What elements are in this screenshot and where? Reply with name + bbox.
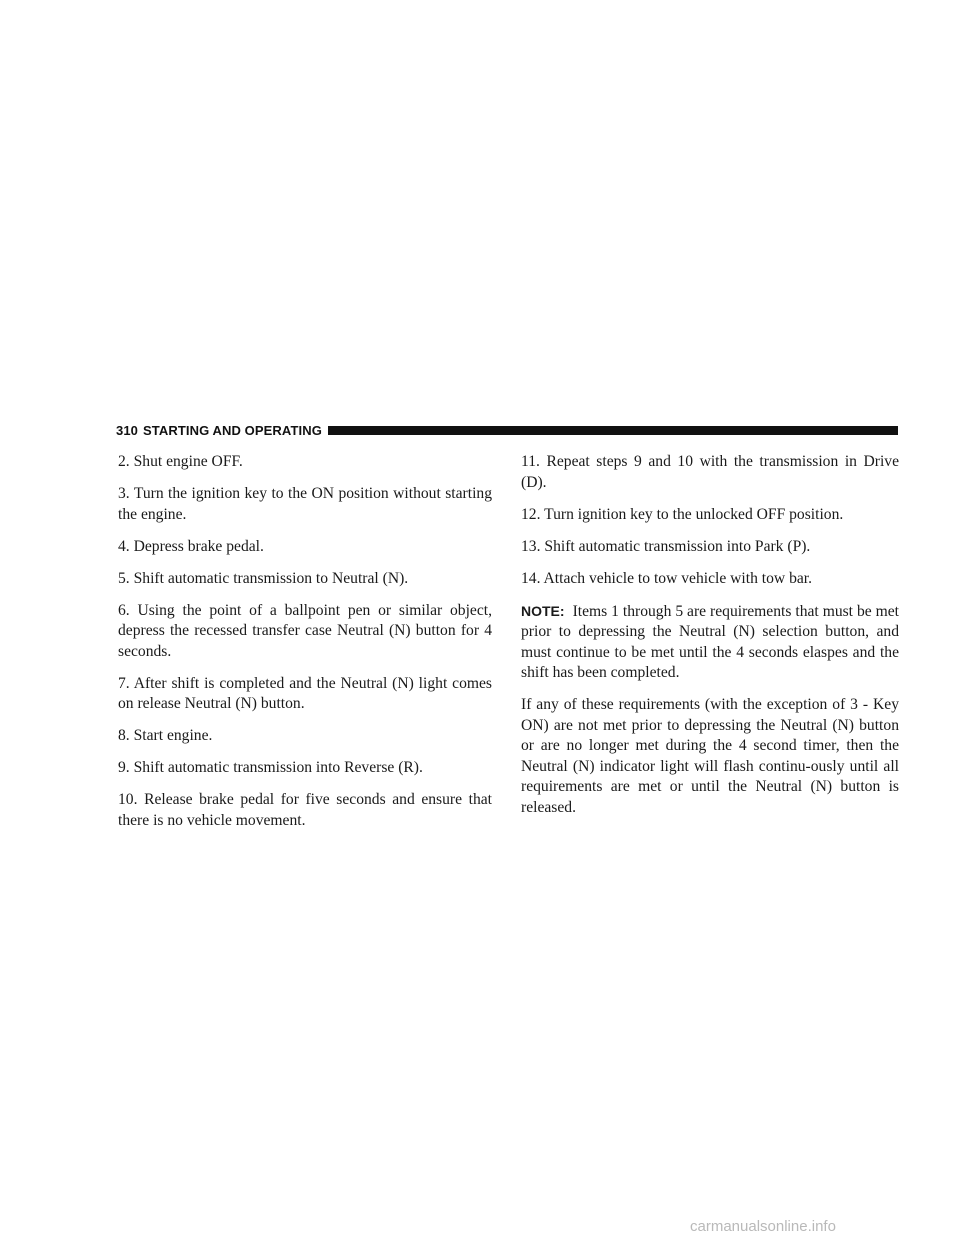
step-8: 8. Start engine. bbox=[118, 727, 213, 744]
step-3: 3. Turn the ignition key to the ON position without starting the engine. bbox=[118, 485, 492, 523]
header-text bbox=[116, 423, 322, 438]
step-10: 10. Release brake pedal for five seconds and ensure that there is no vehicle movement. bbox=[118, 791, 492, 829]
step-7: 7. After shift is completed and the Neutral (N) light comes on release Neutral (N) button. bbox=[118, 674, 492, 712]
right-column bbox=[521, 452, 899, 830]
header-rule bbox=[328, 426, 898, 435]
step-4: 4. Depress brake pedal. bbox=[118, 537, 264, 555]
page-number: 310 bbox=[116, 422, 138, 438]
step-12: 12. Turn ignition key to the unlocked OFF position. bbox=[521, 505, 844, 523]
step-11: 11. Repeat steps 9 and 10 with the transmission in Drive (D). bbox=[521, 453, 899, 491]
left-column bbox=[118, 452, 492, 843]
section-title: STARTING AND OPERATING bbox=[143, 422, 322, 438]
page-header bbox=[116, 422, 898, 438]
watermark: carmanualsonline.info bbox=[690, 1218, 836, 1235]
step-5: 5. Shift automatic transmission to Neutral (N). bbox=[118, 569, 409, 587]
closing-paragraph: If any of these requirements (with the exception of 3 - Key ON) are not met prior to depressing the Neutral (N) button or are no longer met during the 4 second timer, then the Neutral (N) indicator light will flash continu-ously until all requirements are met or until the Neutral (N) button is released. bbox=[521, 696, 899, 816]
note-label: NOTE: bbox=[521, 602, 565, 619]
step-14: 14. Attach vehicle to tow vehicle with tow bar. bbox=[521, 569, 813, 587]
step-6: 6. Using the point of a ballpoint pen or similar object, depress the recessed transfer case Neutral (N) button for 4 seconds. bbox=[118, 601, 492, 660]
note-text: Items 1 through 5 are requirements that must be met prior to depressing the Neutral (N) selection button, and must continue to be met until the 4 seconds elaspes and the shift has been completed. bbox=[521, 602, 899, 681]
step-13: 13. Shift automatic transmission into Park (P). bbox=[521, 537, 811, 555]
note-paragraph bbox=[521, 601, 899, 684]
step-2: 2. Shut engine OFF. bbox=[118, 453, 243, 470]
step-9: 9. Shift automatic transmission into Reverse (R). bbox=[118, 759, 423, 776]
